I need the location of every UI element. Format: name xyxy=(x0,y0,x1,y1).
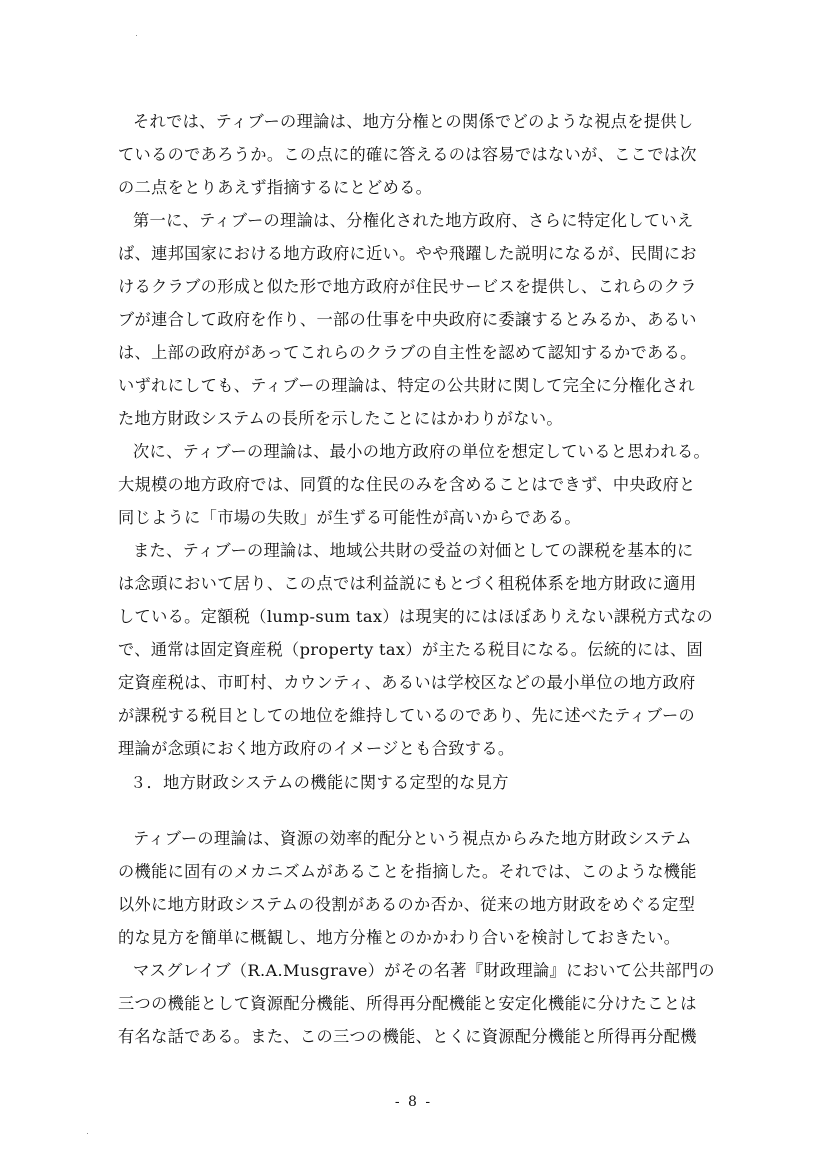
paragraph-4-line-6: が課税する税目としての地位を維持しているのであり、先に述べたティブーの xyxy=(118,706,696,725)
section-paragraph-1-line-2: の機能に固有のメカニズムがあることを指摘した。それでは、このような機能 xyxy=(118,862,697,881)
scan-speck xyxy=(136,35,137,36)
paragraph-1-line-3: の二点をとりあえず指摘するにとどめる。 xyxy=(118,178,433,197)
paragraph-4-line-3: している。定額税（lump-sum tax）は現実的にはほぼありえない課税方式なの xyxy=(118,607,714,626)
page-number: - 8 - xyxy=(394,1094,433,1110)
section-paragraph-1-line-4: 的な見方を簡単に概観し、地方分権とのかかわり合いを検討しておきたい。 xyxy=(118,928,681,947)
section-paragraph-2-line-2: 三つの機能として資源配分機能、所得再分配機能と安定化機能に分けたことは xyxy=(118,994,697,1013)
paragraph-3-line-1: 次に、ティブーの理論は、最小の地方政府の単位を想定していると思われる。 xyxy=(133,442,711,461)
section-heading: ３．地方財政システムの機能に関する定型的な見方 xyxy=(130,773,509,792)
section-paragraph-1-line-3: 以外に地方財政システムの役割があるのか否か、従来の地方財政をめぐる定型 xyxy=(118,895,696,914)
paragraph-2-line-7: た地方財政システムの長所を示したことにはかわりがない。 xyxy=(118,409,563,428)
paragraph-1-line-2: ているのであろうか。この点に的確に答えるのは容易ではないが、ここでは次 xyxy=(118,145,697,164)
paragraph-4-line-2: は念頭において居り、この点では利益説にもとづく租税体系を地方財政に適用 xyxy=(118,574,697,593)
paragraph-4-line-1: また、ティブーの理論は、地域公共財の受益の対価としての課税を基本的に xyxy=(133,541,694,560)
paragraph-4-line-7: 理論が念頭におく地方政府のイメージとも合致する。 xyxy=(118,739,515,758)
paragraph-2-line-3: けるクラブの形成と似た形で地方政府が住民サービスを提供し、これらのクラ xyxy=(118,277,697,296)
paragraph-4-line-5: 定資産税は、市町村、カウンティ、あるいは学校区などの最小単位の地方政府 xyxy=(118,673,696,692)
scan-speck xyxy=(87,1133,88,1134)
paragraph-4-line-4: で、通常は固定資産税（property tax）が主たる税目になる。伝統的には、固 xyxy=(118,640,704,659)
paragraph-2-line-4: ブが連合して政府を作り、一部の仕事を中央政府に委譲するとみるか、あるい xyxy=(118,310,697,329)
section-paragraph-2-line-3: 有名な話である。また、この三つの機能、とくに資源配分機能と所得再分配機 xyxy=(118,1027,697,1046)
paragraph-1-line-1: それでは、ティブーの理論は、地方分権との関係でどのような視点を提供し xyxy=(133,112,694,131)
section-paragraph-1-line-1: ティブーの理論は、資源の効率的配分という視点からみた地方財政システム xyxy=(133,829,692,848)
paragraph-2-line-2: ば、連邦国家における地方政府に近い。やや飛躍した説明になるが、民間にお xyxy=(118,244,697,263)
paragraph-3-line-2: 大規模の地方政府では、同質的な住民のみを含めることはできず、中央政府と xyxy=(118,475,696,494)
paragraph-2-line-5: は、上部の政府があってこれらのクラブの自主性を認めて認知するかである。 xyxy=(118,343,697,362)
paragraph-3-line-3: 同じように「市場の失敗」が生ずる可能性が高いからである。 xyxy=(118,508,581,527)
section-paragraph-2-line-1: マスグレイブ（R.A.Musgrave）がその名著『財政理論』において公共部門の xyxy=(133,961,715,980)
paragraph-2-line-6: いずれにしても、ティブーの理論は、特定の公共財に関して完全に分権化され xyxy=(118,376,696,395)
paragraph-2-line-1: 第一に、ティブーの理論は、分権化された地方政府、さらに特定化していえ xyxy=(133,211,694,230)
